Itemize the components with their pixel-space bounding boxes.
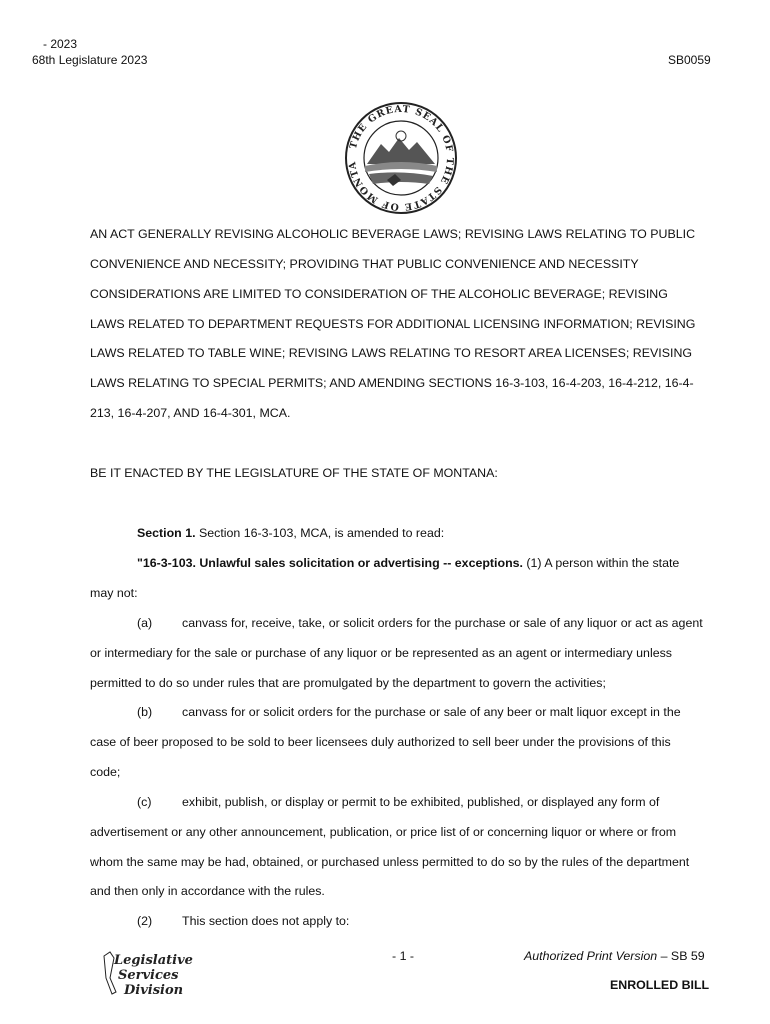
state-seal-icon xyxy=(343,100,459,216)
body-line: canvass for or solicit orders for the purchase or sale of any beer or malt liquor except in the xyxy=(182,705,681,719)
title-line: LAWS RELATED TO TABLE WINE; REVISING LAWS RELATING TO RESORT AREA LICENSES; REVISING xyxy=(90,346,693,360)
title-line: CONVENIENCE AND NECESSITY; PROVIDING THAT PUBLIC CONVENIENCE AND NECESSITY xyxy=(90,257,639,271)
svg-text:Services: Services xyxy=(118,968,179,983)
body-line: and then only in accordance with the rules. xyxy=(90,884,325,898)
legislative-services-division-logo xyxy=(100,948,193,998)
page-number: - 1 - xyxy=(392,949,415,963)
title-line: AN ACT GENERALLY REVISING ALCOHOLIC BEVERAGE LAWS; REVISING LAWS RELATING TO PUBLIC xyxy=(90,227,696,241)
print-version-bill: – SB 59 xyxy=(657,949,705,963)
title-line: LAWS RELATED TO DEPARTMENT REQUESTS FOR ADDITIONAL LICENSING INFORMATION; REVISING xyxy=(90,317,696,331)
body-line: advertisement or any other announcement, publication, or price list of or concerning liquor or where or from xyxy=(90,825,677,839)
subsection-marker: (b) xyxy=(137,705,153,719)
section-heading-bold: "16-3-103. Unlawful sales solicitation or advertising -- exceptions. xyxy=(137,556,523,570)
section-heading xyxy=(137,556,679,570)
title-line: CONSIDERATIONS ARE LIMITED TO CONSIDERATION OF THE ALCOHOLIC BEVERAGE; REVISING xyxy=(90,287,668,301)
body-line: code; xyxy=(90,765,121,779)
subsection-marker: (2) xyxy=(137,914,153,928)
body-line: canvass for, receive, take, or solicit orders for the purchase or sale of any liquor or act as agent xyxy=(182,616,703,630)
session-year: - 2023 xyxy=(43,37,78,51)
body-line: permitted to do so under rules that are promulgated by the department to govern the activities; xyxy=(90,676,606,690)
section-label: Section 1. xyxy=(137,526,196,540)
subsection-marker: (a) xyxy=(137,616,153,630)
svg-text:Legislative: Legislative xyxy=(114,953,193,968)
print-version-label: Authorized Print Version xyxy=(524,949,658,963)
body-line: This section does not apply to: xyxy=(182,914,350,928)
section-intro-text: Section 16-3-103, MCA, is amended to read: xyxy=(195,526,445,540)
section-heading-rest: (1) A person within the state xyxy=(522,556,680,570)
body-line: case of beer proposed to be sold to beer licensees duly authorized to sell beer under the provisions of this xyxy=(90,735,671,749)
svg-text:Division: Division xyxy=(124,983,184,998)
body-line: exhibit, publish, or display or permit to be exhibited, published, or displayed any form of xyxy=(182,795,660,809)
title-line: 213, 16-4-207, AND 16-4-301, MCA. xyxy=(90,406,291,420)
title-line: LAWS RELATING TO SPECIAL PERMITS; AND AMENDING SECTIONS 16-3-103, 16-4-203, 16-4-212, 16-4- xyxy=(90,376,694,390)
legislature-label: 68th Legislature 2023 xyxy=(32,53,148,67)
body-line: may not: xyxy=(90,586,138,600)
body-line: or intermediary for the sale or purchase of any liquor or be represented as an agent or intermediary unless xyxy=(90,646,672,660)
bill-id: SB0059 xyxy=(668,53,711,67)
print-version xyxy=(524,949,705,963)
subsection-marker: (c) xyxy=(137,795,152,809)
body-line: whom the same may be had, obtained, or purchased unless permitted to do so by the rules of the department xyxy=(90,855,690,869)
svg-text:THE GREAT SEAL OF THE STATE OF: THE GREAT SEAL OF THE STATE OF MONTA xyxy=(346,103,456,213)
enrolled-bill-status: ENROLLED BILL xyxy=(610,978,710,992)
enacting-clause: BE IT ENACTED BY THE LEGISLATURE OF THE STATE OF MONTANA: xyxy=(90,466,498,480)
section-1-intro xyxy=(137,526,444,540)
